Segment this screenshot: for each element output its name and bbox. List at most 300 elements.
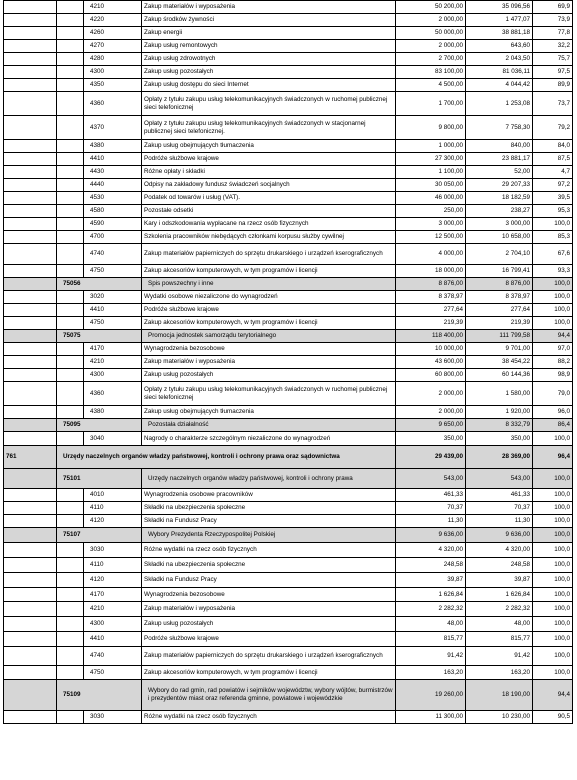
plan-amount: 30 050,00 <box>396 179 466 192</box>
chapter-cell <box>4 647 57 666</box>
executed-amount: 60 144,36 <box>466 369 533 382</box>
table-row <box>4 291 573 304</box>
section-number: 75107 <box>57 528 142 543</box>
chapter-cell <box>4 291 57 304</box>
section-cell <box>57 369 84 382</box>
chapter-cell <box>4 53 57 66</box>
section-cell <box>57 79 84 92</box>
executed-amount: 38 881,18 <box>466 27 533 40</box>
executed-amount: 2 282,32 <box>466 602 533 617</box>
executed-amount: 52,00 <box>466 166 533 179</box>
row-description: Zakup materiałów i wyposażenia <box>142 356 396 369</box>
row-description: Zakup usług zdrowotnych <box>142 53 396 66</box>
plan-amount: 9 800,00 <box>396 116 466 140</box>
executed-amount: 81 036,11 <box>466 66 533 79</box>
paragraph-number: 4360 <box>84 382 142 406</box>
executed-amount: 1 626,84 <box>466 588 533 602</box>
chapter-cell <box>4 166 57 179</box>
chapter-cell <box>4 244 57 265</box>
section-row <box>4 469 573 489</box>
plan-amount: 2 000,00 <box>396 40 466 53</box>
executed-amount: 8 332,79 <box>466 419 533 432</box>
executed-amount: 16 799,41 <box>466 265 533 278</box>
percent-executed: 90,5 <box>533 711 573 724</box>
plan-amount: 70,37 <box>396 502 466 515</box>
paragraph-number: 4170 <box>84 588 142 602</box>
row-description: Zakup akcesoriów komputerowych, w tym programów i licencji <box>142 265 396 278</box>
plan-amount: 8 378,97 <box>396 291 466 304</box>
chapter-cell <box>4 382 57 406</box>
chapter-cell <box>4 528 57 543</box>
chapter-cell <box>4 153 57 166</box>
chapter-cell <box>4 330 57 343</box>
paragraph-number: 3030 <box>84 711 142 724</box>
executed-amount: 350,00 <box>466 432 533 446</box>
table-row <box>4 66 573 79</box>
executed-amount: 18 190,00 <box>466 680 533 711</box>
paragraph-number: 4410 <box>84 153 142 166</box>
paragraph-number: 4740 <box>84 244 142 265</box>
section-row <box>4 528 573 543</box>
row-description: Pozostała działalność <box>142 419 396 432</box>
paragraph-number: 4590 <box>84 218 142 231</box>
row-description: Podróże służbowe krajowe <box>142 304 396 317</box>
table-row <box>4 166 573 179</box>
percent-executed: 93,3 <box>533 265 573 278</box>
row-description: Zakup materiałów papierniczych do sprzętu drukarskiego i urządzeń kserograficznych <box>142 647 396 666</box>
paragraph-number: 4380 <box>84 406 142 419</box>
plan-amount: 1 100,00 <box>396 166 466 179</box>
row-description: Wydatki osobowe niezaliczone do wynagrodzeń <box>142 291 396 304</box>
section-cell <box>57 515 84 528</box>
executed-amount: 248,58 <box>466 558 533 573</box>
percent-executed: 87,5 <box>533 153 573 166</box>
paragraph-number: 4750 <box>84 666 142 680</box>
percent-executed: 79,0 <box>533 382 573 406</box>
plan-amount: 815,77 <box>396 632 466 647</box>
plan-amount: 3 000,00 <box>396 218 466 231</box>
plan-amount: 2 000,00 <box>396 406 466 419</box>
paragraph-number: 4410 <box>84 304 142 317</box>
percent-executed: 96,0 <box>533 406 573 419</box>
chapter-cell <box>4 205 57 218</box>
executed-amount: 35 096,56 <box>466 1 533 14</box>
section-number: 75095 <box>57 419 142 432</box>
paragraph-number: 4170 <box>84 343 142 356</box>
percent-executed: 100,0 <box>533 304 573 317</box>
executed-amount: 10 658,00 <box>466 231 533 244</box>
section-cell <box>57 27 84 40</box>
section-cell <box>57 1 84 14</box>
percent-executed: 69,9 <box>533 1 573 14</box>
section-cell <box>57 502 84 515</box>
row-description: Urzędy naczelnych organów władzy państwowej, kontroli i ochrony prawa oraz sądownictwa <box>57 446 396 469</box>
executed-amount: 4 044,42 <box>466 79 533 92</box>
chapter-cell <box>4 602 57 617</box>
chapter-cell <box>4 343 57 356</box>
table-row <box>4 231 573 244</box>
percent-executed: 73,7 <box>533 92 573 116</box>
percent-executed: 100,0 <box>533 632 573 647</box>
executed-amount: 9 636,00 <box>466 528 533 543</box>
plan-amount: 1 000,00 <box>396 140 466 153</box>
table-row <box>4 218 573 231</box>
paragraph-number: 4740 <box>84 647 142 666</box>
executed-amount: 11,30 <box>466 515 533 528</box>
row-description: Urzędy naczelnych organów władzy państwowej, kontroli i ochrony prawa <box>142 469 396 489</box>
chapter-cell <box>4 432 57 446</box>
table-row <box>4 343 573 356</box>
executed-amount: 8 876,00 <box>466 278 533 291</box>
section-cell <box>57 205 84 218</box>
percent-executed: 32,2 <box>533 40 573 53</box>
paragraph-number: 4120 <box>84 515 142 528</box>
plan-amount: 60 800,00 <box>396 369 466 382</box>
executed-amount: 643,60 <box>466 40 533 53</box>
paragraph-number: 4410 <box>84 632 142 647</box>
paragraph-number: 4430 <box>84 166 142 179</box>
paragraph-number: 4210 <box>84 1 142 14</box>
table-row <box>4 558 573 573</box>
plan-amount: 19 260,00 <box>396 680 466 711</box>
paragraph-number: 4110 <box>84 558 142 573</box>
chapter-cell <box>4 711 57 724</box>
plan-amount: 12 500,00 <box>396 231 466 244</box>
paragraph-number: 4370 <box>84 116 142 140</box>
percent-executed: 100,0 <box>533 558 573 573</box>
plan-amount: 250,00 <box>396 205 466 218</box>
chapter-cell <box>4 317 57 330</box>
table-row <box>4 140 573 153</box>
section-cell <box>57 166 84 179</box>
section-cell <box>57 92 84 116</box>
paragraph-number: 4280 <box>84 53 142 66</box>
row-description: Szkolenia pracowników niebędących członkami korpusu służby cywilnej <box>142 231 396 244</box>
plan-amount: 543,00 <box>396 469 466 489</box>
row-description: Wynagrodzenia osobowe pracowników <box>142 489 396 502</box>
chapter-cell <box>4 489 57 502</box>
row-description: Promocja jednostek samorządu terytorialnego <box>142 330 396 343</box>
percent-executed: 85,3 <box>533 231 573 244</box>
plan-amount: 10 000,00 <box>396 343 466 356</box>
plan-amount: 48,00 <box>396 617 466 632</box>
section-cell <box>57 602 84 617</box>
row-description: Podróże służbowe krajowe <box>142 632 396 647</box>
section-cell <box>57 317 84 330</box>
row-description: Opłaty z tytułu zakupu usług telekomunikacyjnych świadczonych w stacjonarnej publicznej sieci telefonicznej. <box>142 116 396 140</box>
section-cell <box>57 666 84 680</box>
executed-amount: 91,42 <box>466 647 533 666</box>
table-row <box>4 14 573 27</box>
table-row <box>4 515 573 528</box>
chapter-cell <box>4 666 57 680</box>
executed-amount: 29 207,33 <box>466 179 533 192</box>
table-row <box>4 92 573 116</box>
plan-amount: 91,42 <box>396 647 466 666</box>
paragraph-number: 3030 <box>84 543 142 558</box>
row-description: Różne wydatki na rzecz osób fizycznych <box>142 711 396 724</box>
plan-amount: 461,33 <box>396 489 466 502</box>
executed-amount: 39,87 <box>466 573 533 588</box>
chapter-cell <box>4 680 57 711</box>
row-description: Składki na Fundusz Pracy <box>142 515 396 528</box>
executed-amount: 1 580,00 <box>466 382 533 406</box>
table-row <box>4 382 573 406</box>
row-description: Różne wydatki na rzecz osób fizycznych <box>142 543 396 558</box>
percent-executed: 100,0 <box>533 617 573 632</box>
plan-amount: 43 600,00 <box>396 356 466 369</box>
plan-amount: 2 000,00 <box>396 382 466 406</box>
paragraph-number: 4530 <box>84 192 142 205</box>
executed-amount: 543,00 <box>466 469 533 489</box>
section-cell <box>57 140 84 153</box>
executed-amount: 840,00 <box>466 140 533 153</box>
plan-amount: 11,30 <box>396 515 466 528</box>
plan-amount: 4 500,00 <box>396 79 466 92</box>
row-description: Zakup materiałów i wyposażenia <box>142 1 396 14</box>
executed-amount: 4 320,00 <box>466 543 533 558</box>
percent-executed: 77,8 <box>533 27 573 40</box>
plan-amount: 27 300,00 <box>396 153 466 166</box>
paragraph-number: 4210 <box>84 356 142 369</box>
table-row <box>4 79 573 92</box>
paragraph-number: 4300 <box>84 66 142 79</box>
plan-amount: 350,00 <box>396 432 466 446</box>
chapter-cell <box>4 588 57 602</box>
section-cell <box>57 244 84 265</box>
section-row <box>4 278 573 291</box>
plan-amount: 9 636,00 <box>396 528 466 543</box>
section-cell <box>57 711 84 724</box>
percent-executed: 100,0 <box>533 278 573 291</box>
plan-amount: 83 100,00 <box>396 66 466 79</box>
row-description: Zakup usług dostępu do sieci Internet <box>142 79 396 92</box>
plan-amount: 4 000,00 <box>396 244 466 265</box>
section-cell <box>57 343 84 356</box>
section-cell <box>57 53 84 66</box>
percent-executed: 67,6 <box>533 244 573 265</box>
row-description: Wynagrodzenia bezosobowe <box>142 343 396 356</box>
chapter-cell <box>4 304 57 317</box>
paragraph-number: 4270 <box>84 40 142 53</box>
table-row <box>4 406 573 419</box>
table-row <box>4 116 573 140</box>
section-cell <box>57 40 84 53</box>
paragraph-number: 4300 <box>84 369 142 382</box>
chapter-cell <box>4 231 57 244</box>
section-cell <box>57 218 84 231</box>
section-number: 75109 <box>57 680 142 711</box>
plan-amount: 39,87 <box>396 573 466 588</box>
percent-executed: 100,0 <box>533 502 573 515</box>
section-cell <box>57 489 84 502</box>
percent-executed: 100,0 <box>533 218 573 231</box>
executed-amount: 163,20 <box>466 666 533 680</box>
section-cell <box>57 291 84 304</box>
section-number: 75056 <box>57 278 142 291</box>
executed-amount: 111 799,58 <box>466 330 533 343</box>
chapter-cell <box>4 218 57 231</box>
plan-amount: 1 700,00 <box>396 92 466 116</box>
chapter-cell <box>4 79 57 92</box>
row-description: Spis powszechny i inne <box>142 278 396 291</box>
row-description: Opłaty z tytułu zakupu usług telekomunikacyjnych świadczonych w ruchomej publicznej sieci telefonicznej <box>142 382 396 406</box>
executed-amount: 461,33 <box>466 489 533 502</box>
section-cell <box>57 265 84 278</box>
percent-executed: 79,2 <box>533 116 573 140</box>
chapter-cell <box>4 92 57 116</box>
percent-executed: 84,0 <box>533 140 573 153</box>
table-row <box>4 543 573 558</box>
section-row <box>4 680 573 711</box>
percent-executed: 96,4 <box>533 446 573 469</box>
executed-amount: 219,39 <box>466 317 533 330</box>
plan-amount: 2 000,00 <box>396 14 466 27</box>
percent-executed: 100,0 <box>533 489 573 502</box>
row-description: Wybory Prezydenta Rzeczypospolitej Polskiej <box>142 528 396 543</box>
plan-amount: 1 626,84 <box>396 588 466 602</box>
section-cell <box>57 432 84 446</box>
executed-amount: 18 182,59 <box>466 192 533 205</box>
percent-executed: 100,0 <box>533 543 573 558</box>
row-description: Zakup akcesoriów komputerowych, w tym programów i licencji <box>142 317 396 330</box>
plan-amount: 248,58 <box>396 558 466 573</box>
chapter-cell <box>4 116 57 140</box>
paragraph-number: 4750 <box>84 317 142 330</box>
row-description: Zakup materiałów papierniczych do sprzętu drukarskiego i urządzeń kserograficznych <box>142 244 396 265</box>
plan-amount: 163,20 <box>396 666 466 680</box>
row-description: Zakup usług obejmujących tłumaczenia <box>142 406 396 419</box>
percent-executed: 94,4 <box>533 330 573 343</box>
budget-document <box>3 0 573 724</box>
row-description: Zakup usług pozostałych <box>142 617 396 632</box>
table-row <box>4 53 573 66</box>
chapter-cell <box>4 406 57 419</box>
table-row <box>4 192 573 205</box>
section-cell <box>57 356 84 369</box>
section-cell <box>57 153 84 166</box>
executed-amount: 70,37 <box>466 502 533 515</box>
section-cell <box>57 116 84 140</box>
chapter-cell <box>4 419 57 432</box>
executed-amount: 9 701,00 <box>466 343 533 356</box>
percent-executed: 97,0 <box>533 343 573 356</box>
table-row <box>4 356 573 369</box>
table-row <box>4 617 573 632</box>
percent-executed: 100,0 <box>533 317 573 330</box>
table-row <box>4 317 573 330</box>
executed-amount: 38 454,22 <box>466 356 533 369</box>
plan-amount: 277,64 <box>396 304 466 317</box>
percent-executed: 100,0 <box>533 469 573 489</box>
percent-executed: 100,0 <box>533 602 573 617</box>
executed-amount: 28 369,00 <box>466 446 533 469</box>
section-row <box>4 330 573 343</box>
row-description: Zakup energii <box>142 27 396 40</box>
chapter-cell <box>4 192 57 205</box>
plan-amount: 9 650,00 <box>396 419 466 432</box>
table-row <box>4 588 573 602</box>
paragraph-number: 4700 <box>84 231 142 244</box>
section-cell <box>57 14 84 27</box>
chapter-cell <box>4 469 57 489</box>
section-cell <box>57 617 84 632</box>
percent-executed: 89,9 <box>533 79 573 92</box>
row-description: Wybory do rad gmin, rad powiatów i sejmików województw, wybory wójtów, burmistrzów i prezydentów miast oraz referenda gminne, powiatowe i wojewódzkie <box>142 680 396 711</box>
plan-amount: 46 000,00 <box>396 192 466 205</box>
table-row <box>4 666 573 680</box>
chapter-cell <box>4 617 57 632</box>
table-row <box>4 153 573 166</box>
row-description: Zakup materiałów i wyposażenia <box>142 602 396 617</box>
section-cell <box>57 179 84 192</box>
table-row <box>4 711 573 724</box>
section-row <box>4 419 573 432</box>
table-row <box>4 647 573 666</box>
row-description: Składki na ubezpieczenia społeczne <box>142 502 396 515</box>
paragraph-number: 3020 <box>84 291 142 304</box>
plan-amount: 29 439,00 <box>396 446 466 469</box>
plan-amount: 18 000,00 <box>396 265 466 278</box>
table-row <box>4 244 573 265</box>
percent-executed: 94,4 <box>533 680 573 711</box>
executed-amount: 8 378,97 <box>466 291 533 304</box>
row-description: Opłaty z tytułu zakupu usług telekomunikacyjnych świadczonych w ruchomej publicznej sieci telefonicznej <box>142 92 396 116</box>
section-number: 75101 <box>57 469 142 489</box>
row-description: Odpisy na zakładowy fundusz świadczeń socjalnych <box>142 179 396 192</box>
percent-executed: 97,2 <box>533 179 573 192</box>
chapter-cell <box>4 265 57 278</box>
percent-executed: 100,0 <box>533 573 573 588</box>
executed-amount: 10 230,00 <box>466 711 533 724</box>
plan-amount: 50 200,00 <box>396 1 466 14</box>
percent-executed: 75,7 <box>533 53 573 66</box>
budget-table <box>3 0 573 724</box>
percent-executed: 100,0 <box>533 588 573 602</box>
plan-amount: 50 000,00 <box>396 27 466 40</box>
row-description: Podatek od towarów i usług (VAT). <box>142 192 396 205</box>
chapter-cell <box>4 140 57 153</box>
percent-executed: 73,9 <box>533 14 573 27</box>
table-row <box>4 40 573 53</box>
plan-amount: 8 876,00 <box>396 278 466 291</box>
executed-amount: 7 758,30 <box>466 116 533 140</box>
row-description: Różne opłaty i składki <box>142 166 396 179</box>
paragraph-number: 4580 <box>84 205 142 218</box>
row-description: Pozostałe odsetki <box>142 205 396 218</box>
executed-amount: 238,27 <box>466 205 533 218</box>
plan-amount: 4 320,00 <box>396 543 466 558</box>
paragraph-number: 4210 <box>84 602 142 617</box>
section-cell <box>57 231 84 244</box>
executed-amount: 277,64 <box>466 304 533 317</box>
chapter-cell <box>4 66 57 79</box>
executed-amount: 48,00 <box>466 617 533 632</box>
chapter-cell <box>4 573 57 588</box>
percent-executed: 100,0 <box>533 515 573 528</box>
table-row <box>4 179 573 192</box>
section-cell <box>57 543 84 558</box>
percent-executed: 97,5 <box>533 66 573 79</box>
executed-amount: 23 881,17 <box>466 153 533 166</box>
executed-amount: 3 000,00 <box>466 218 533 231</box>
chapter-cell <box>4 27 57 40</box>
section-cell <box>57 558 84 573</box>
percent-executed: 100,0 <box>533 291 573 304</box>
chapter-cell <box>4 179 57 192</box>
section-cell <box>57 304 84 317</box>
row-description: Zakup środków żywności <box>142 14 396 27</box>
